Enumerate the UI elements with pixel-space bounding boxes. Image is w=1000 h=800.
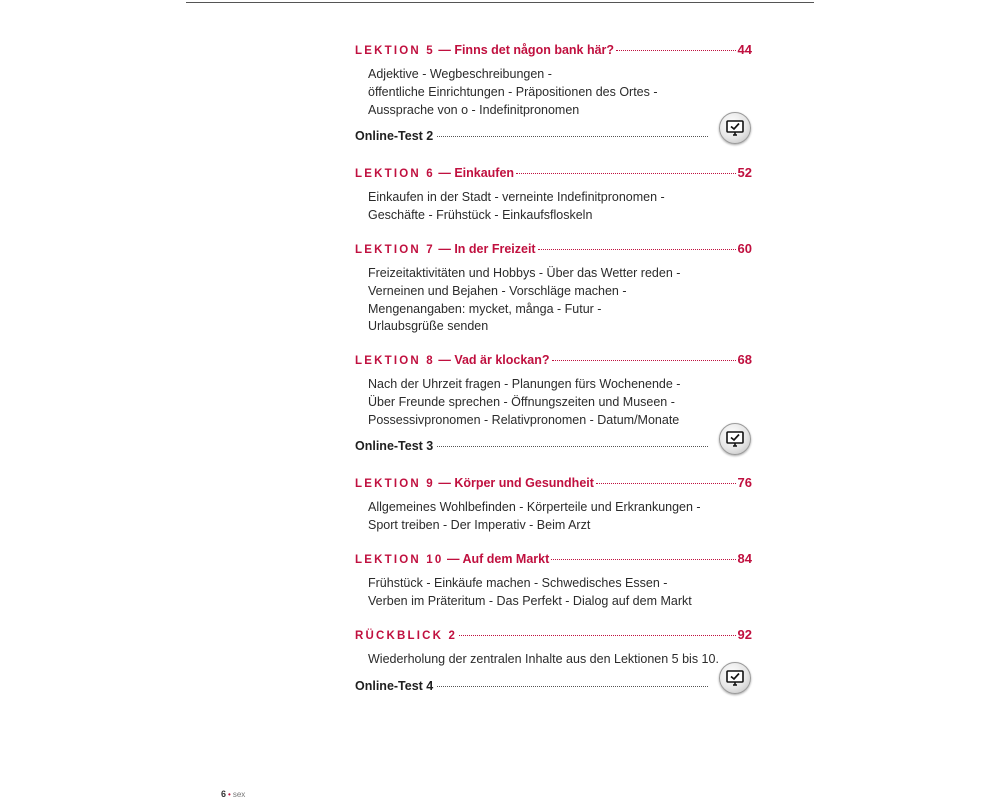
page-number: 92	[737, 627, 752, 642]
toc-heading[interactable]	[355, 165, 752, 183]
toc-entry-lektion-5	[355, 42, 752, 119]
toc-entry-lektion-9	[355, 475, 752, 535]
leader-dots	[437, 686, 708, 687]
toc-description	[368, 265, 752, 336]
toc-description	[368, 376, 752, 429]
desc-line: Allgemeines Wohlbefinden - Körperteile und Erkrankungen -	[368, 500, 701, 514]
page-number: 44	[737, 42, 752, 57]
desc-line: Einkaufen in der Stadt - verneinte Indefinitpronomen -	[368, 190, 665, 204]
desc-line: Nach der Uhrzeit fragen - Planungen fürs Wochenende -	[368, 377, 681, 391]
leader-dots	[616, 50, 735, 51]
leader-dots	[538, 249, 736, 250]
online-test-4[interactable]	[355, 679, 752, 697]
desc-line: Verneinen und Bejahen - Vorschläge machen -	[368, 283, 627, 298]
desc-line: Verben im Präteritum - Das Perfekt - Dialog auf dem Markt	[368, 593, 692, 608]
online-test-2[interactable]	[355, 129, 752, 147]
page-number: 68	[737, 352, 752, 367]
footer-bullet: •	[228, 790, 231, 799]
toc-heading[interactable]	[355, 475, 752, 493]
leader-dots	[552, 360, 736, 361]
toc-heading-label: LEKTION 9 — Körper und Gesundheit	[355, 476, 594, 490]
toc-heading[interactable]	[355, 551, 752, 569]
computer-monitor-check-icon[interactable]	[719, 662, 751, 694]
leader-dots	[437, 136, 708, 137]
online-test-3[interactable]	[355, 439, 752, 457]
desc-line: öffentliche Einrichtungen - Präpositionen des Ortes -	[368, 84, 658, 99]
online-test-label: Online-Test 2	[355, 129, 434, 143]
toc-description	[368, 66, 752, 119]
desc-line: Frühstück - Einkäufe machen - Schwedisches Essen -	[368, 576, 668, 590]
toc-entry-rueckblick-2	[355, 627, 752, 669]
toc-heading[interactable]	[355, 42, 752, 60]
desc-line: Wiederholung der zentralen Inhalte aus den Lektionen 5 bis 10.	[368, 652, 719, 666]
footer-page-number: 6	[221, 789, 227, 799]
leader-dots	[437, 446, 708, 447]
leader-dots	[551, 559, 735, 560]
footer-page-word: sex	[232, 790, 246, 799]
toc-description	[368, 189, 752, 225]
top-rule	[186, 2, 814, 3]
toc-heading-label: LEKTION 5 — Finns det någon bank här?	[355, 43, 615, 57]
desc-line: Über Freunde sprechen - Öffnungszeiten und Museen -	[368, 394, 675, 409]
desc-line: Possessivpronomen - Relativpronomen - Datum/Monate	[368, 412, 680, 427]
toc-heading-label: LEKTION 10 — Auf dem Markt	[355, 552, 550, 566]
toc-heading-label: RÜCKBLICK 2	[355, 630, 458, 642]
page-number: 76	[737, 475, 752, 490]
desc-line: Aussprache von o - Indefinitpronomen	[368, 102, 580, 117]
toc-heading-label: LEKTION 7 — In der Freizeit	[355, 242, 536, 256]
toc-heading-label: LEKTION 8 — Vad är klockan?	[355, 353, 550, 367]
page-number: 60	[737, 241, 752, 256]
online-test-label: Online-Test 4	[355, 679, 434, 693]
desc-line: Geschäfte - Frühstück - Einkaufsfloskeln	[368, 207, 593, 222]
toc-heading[interactable]	[355, 241, 752, 259]
toc-heading-label: LEKTION 6 — Einkaufen	[355, 166, 515, 180]
toc-entry-lektion-8	[355, 352, 752, 429]
computer-monitor-check-icon[interactable]	[719, 112, 751, 144]
desc-line: Freizeitaktivitäten und Hobbys - Über das Wetter reden -	[368, 266, 681, 280]
page-number: 52	[737, 165, 752, 180]
toc-description	[368, 651, 752, 669]
desc-line: Mengenangaben: mycket, många - Futur -	[368, 301, 602, 316]
leader-dots	[459, 635, 735, 636]
desc-line: Sport treiben - Der Imperativ - Beim Arzt	[368, 517, 591, 532]
page-footer	[221, 789, 245, 799]
toc-description	[368, 499, 752, 535]
toc-entry-lektion-7	[355, 241, 752, 336]
toc-entry-lektion-10	[355, 551, 752, 611]
online-test-label: Online-Test 3	[355, 439, 434, 453]
toc-description	[368, 575, 752, 611]
desc-line: Adjektive - Wegbeschreibungen -	[368, 67, 552, 81]
leader-dots	[516, 173, 735, 174]
page-number: 84	[737, 551, 752, 566]
toc-heading[interactable]	[355, 627, 752, 645]
leader-dots	[596, 483, 736, 484]
computer-monitor-check-icon[interactable]	[719, 423, 751, 455]
desc-line: Urlaubsgrüße senden	[368, 319, 489, 334]
toc-entry-lektion-6	[355, 165, 752, 225]
toc-heading[interactable]	[355, 352, 752, 370]
